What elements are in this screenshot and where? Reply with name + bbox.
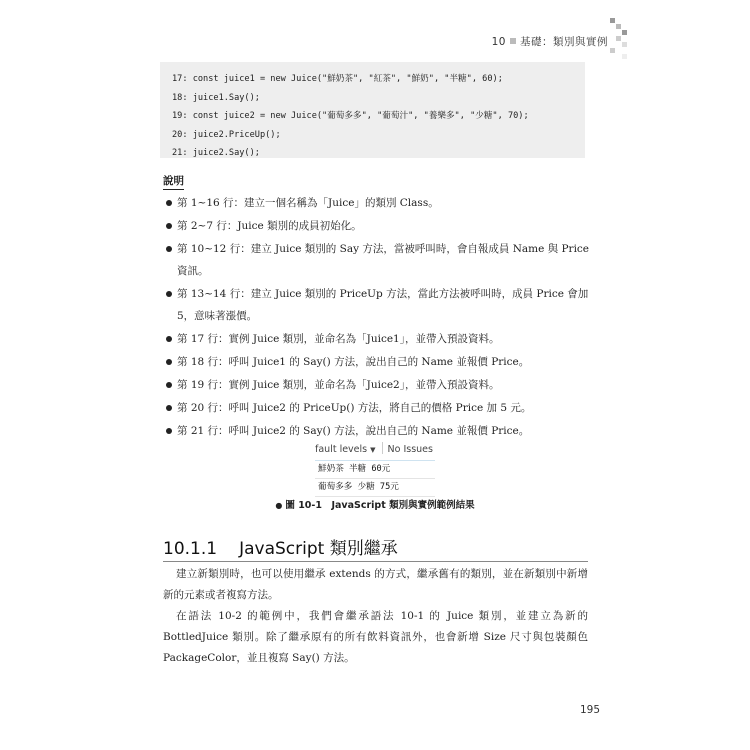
pixel-decoration bbox=[610, 18, 632, 66]
figure-caption-text: 圖 10-1 JavaScript 類別與實例範例結果 bbox=[285, 500, 475, 511]
body-paragraph: 在語法 10-2 的範例中，我們會繼承語法 10-1 的 Juice 類別，並建立為新的 BottledJuice 類別。除了繼承原有的所有飲料資訊外，也會新增 Size 尺寸與包裝顏色 PackageColor，並且複寫 Say() 方法。 bbox=[163, 610, 588, 664]
explanation-list bbox=[166, 192, 596, 443]
code-line: 20: juice2.PriceUp(); bbox=[172, 129, 281, 140]
console-output-screenshot bbox=[315, 440, 435, 497]
list-item: 第 13~14 行：建立 Juice 類別的 PriceUp 方法，當此方法被呼叫時，成員 Price 會加 5，意味著漲價。 bbox=[166, 283, 596, 327]
console-line: 鮮奶茶 半糖 60元 bbox=[315, 461, 435, 479]
explanation-label: 說明 bbox=[163, 173, 184, 190]
toolbar-divider bbox=[382, 442, 383, 454]
figure-caption bbox=[0, 497, 750, 511]
page-number: 195 bbox=[580, 704, 601, 716]
code-line: 19: const juice2 = new Juice("葡萄多多", "葡萄汁", "養樂多", "少糖", 70); bbox=[172, 111, 529, 122]
section-heading bbox=[163, 534, 588, 562]
code-block bbox=[160, 62, 585, 158]
body-paragraph: 建立新類別時，也可以使用繼承 extends 的方式，繼承舊有的類別，並在新類別中新增新的元素或者複寫方法。 bbox=[163, 568, 588, 601]
list-item: 第 21 行：呼叫 Juice2 的 Say() 方法，說出自己的 Name 並報價 Price。 bbox=[166, 420, 596, 442]
list-item: 第 20 行：呼叫 Juice2 的 PriceUp() 方法，將自己的價格 Price 加 5 元。 bbox=[166, 397, 596, 419]
running-head-separator bbox=[510, 38, 516, 44]
chevron-down-icon: ▼ bbox=[370, 446, 376, 454]
list-item: 第 2~7 行：Juice 類別的成員初始化。 bbox=[166, 215, 596, 237]
figure-bullet-icon: ● bbox=[275, 501, 283, 510]
issues-status: No Issues bbox=[387, 444, 433, 455]
fault-levels-dropdown: fault levels bbox=[315, 444, 368, 455]
list-item: 第 1~16 行：建立一個名稱為「Juice」的類別 Class。 bbox=[166, 192, 596, 214]
console-line: 葡萄多多 少糖 75元 bbox=[315, 479, 435, 497]
list-item: 第 10~12 行：建立 Juice 類別的 Say 方法，當被呼叫時，會自報成員 Name 與 Price 資訊。 bbox=[166, 238, 596, 282]
running-head bbox=[492, 34, 608, 49]
code-line: 17: const juice1 = new Juice("鮮奶茶", "紅茶", "鮮奶", "半糖", 60); bbox=[172, 74, 503, 84]
list-item: 第 18 行：呼叫 Juice1 的 Say() 方法，說出自己的 Name 並報價 Price。 bbox=[166, 351, 596, 373]
list-item: 第 17 行：實例 Juice 類別，並命名為「Juice1」，並帶入預設資料。 bbox=[166, 328, 596, 350]
code-line: 21: juice2.Say(); bbox=[172, 148, 260, 159]
code-line: 18: juice1.Say(); bbox=[172, 92, 260, 103]
running-head-title: 基礎：類別與實例 bbox=[520, 36, 608, 48]
section-number: 10.1.1 bbox=[163, 539, 218, 559]
running-head-chapter: 10 bbox=[491, 36, 506, 48]
console-toolbar bbox=[315, 440, 435, 461]
list-item: 第 19 行：實例 Juice 類別，並命名為「Juice2」，並帶入預設資料。 bbox=[166, 374, 596, 396]
section-title: JavaScript 類別繼承 bbox=[239, 539, 398, 559]
